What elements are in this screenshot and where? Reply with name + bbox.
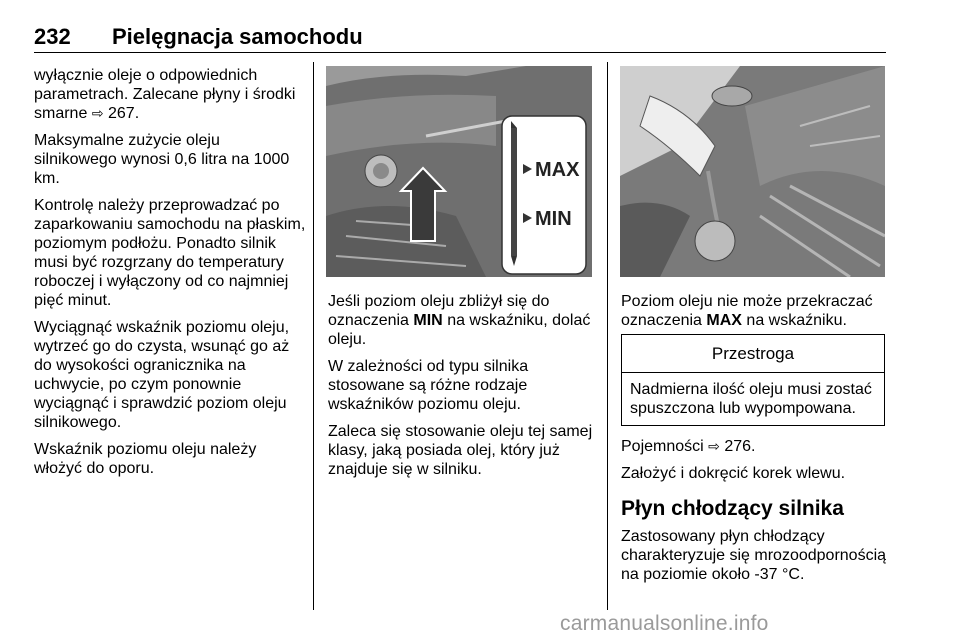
reference-arrow-icon[interactable]: ⇨ [708,438,720,454]
page-title: Pielęgnacja samochodu [112,24,363,49]
column-3-lower [621,437,887,592]
caution-text: Nadmierna ilość oleju musi zostać spuszczona lub wypompowana. [630,381,872,417]
column-divider-1 [313,62,314,610]
section-heading: Płyn chłodzący silnika [621,497,844,520]
max-label: MAX [535,159,580,181]
page-number: 232 [34,24,71,49]
paragraph: Wskaźnik poziomu oleju należy włożyć do oporu. [34,441,257,477]
caution-heading: Przestroga [622,335,884,373]
paragraph: Maksymalne zużycie oleju silnikowego wynosi 0,6 litra na 1000 km. [34,132,290,187]
column-2 [328,292,596,487]
dipstick-illustration [326,66,592,277]
engine-dipstick-drawing [326,66,592,277]
paragraph: Jeśli poziom oleju zbliżył się do oznaczenia MIN na wskaźniku, dolać oleju. [328,293,591,348]
paragraph: Wyciągnąć wskaźnik poziomu oleju, wytrzeć go do czysta, wsunąć go aż do wysokości ogranicznika na uchwycie, po czym ponownie wyciągnąć i sprawdzić poziom oleju silnikowego. [34,319,290,431]
column-1 [34,66,306,486]
min-label: MIN [535,208,572,230]
paragraph: W zależności od typu silnika stosowane są różne rodzaje wskaźników poziomu oleju. [328,358,529,413]
caution-box [621,334,885,426]
paragraph: Zastosowany płyn chłodzący charakteryzuje się mrozoodpornością na poziomie około -37 °C. [621,528,887,583]
reference-arrow-icon[interactable]: ⇨ [91,105,104,121]
page-reference[interactable]: 267. [108,105,140,122]
paragraph: Pojemności ⇨ 276. [621,438,756,455]
paragraph: wyłącznie oleje o odpowiednich parametrach. Zalecane płyny i środki smarne ⇨ 267. [34,67,296,122]
paragraph: Założyć i dokręcić korek wlewu. [621,465,846,482]
page-reference[interactable]: 276. [724,438,756,455]
oil-pouring-drawing [620,66,885,277]
paragraph: Zaleca się stosowanie oleju tej samej klasy, jaką posiada olej, który już znajduje się w silniku. [328,423,593,478]
page-header [34,16,886,53]
column-3 [621,292,887,338]
watermark: carmanualsonline.info [560,612,769,635]
column-divider-2 [607,62,608,610]
paragraph: Kontrolę należy przeprowadzać po zaparkowaniu samochodu na płaskim, poziomym podłożu. Ponadto silnik musi być rozgrzany do temperatury roboczej i wyłączony od co najmniej pięć minut. [34,197,306,309]
oil-filling-illustration [620,66,885,277]
paragraph: Poziom oleju nie może przekraczać oznaczenia MAX na wskaźniku. [621,293,873,329]
